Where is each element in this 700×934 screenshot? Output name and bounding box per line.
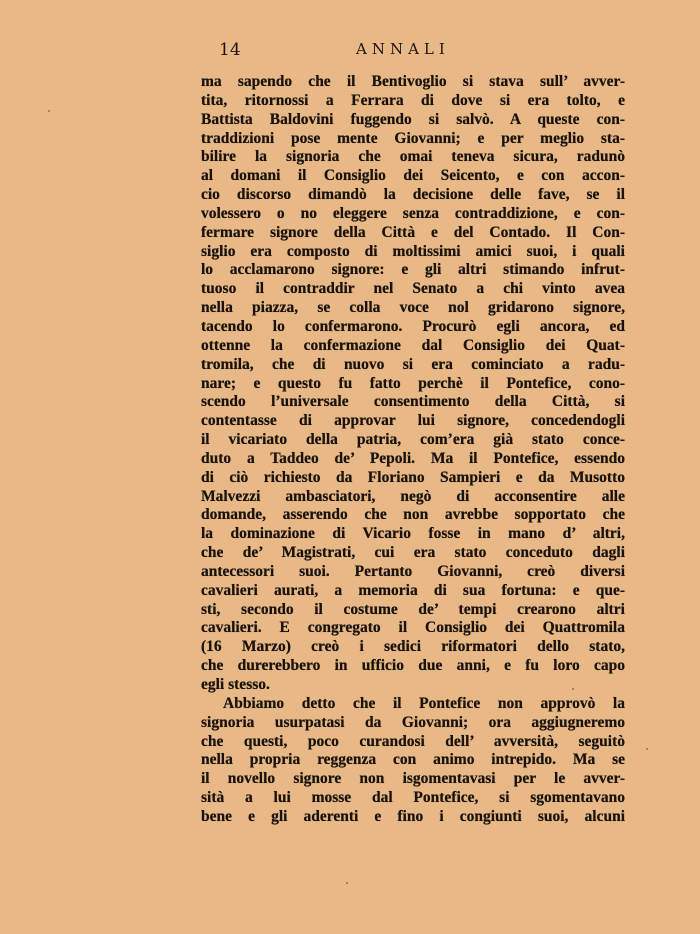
text-line: nare; e questo fu fatto perchè il Pontefice, cono- [201, 374, 625, 392]
text-line: signoria usurpatasi da Giovanni; ora aggiugneremo [201, 713, 625, 731]
paper-speck [572, 688, 574, 690]
text-line: tromila, che di nuovo si era cominciato a radu- [201, 355, 625, 373]
text-line: sità a lui mosse dal Pontefice, si sgomentavano [201, 789, 625, 807]
text-line: duto a Taddeo de’ Pepoli. Ma il Pontefice, essendo [201, 449, 625, 467]
page-number: 14 [219, 40, 241, 60]
text-line: bilire la signoria che omai teneva sicura, radunò [201, 148, 625, 166]
running-title: ANNALI [356, 40, 450, 58]
text-line: Battista Baldovini fuggendo si salvò. A queste con- [201, 110, 625, 128]
paper-speck [646, 748, 648, 750]
paper-speck [346, 882, 348, 884]
text-line: scendo l’universale consentimento della Città, si [201, 393, 625, 411]
text-line: bene e gli aderenti e fino i congiunti suoi, alcuni [201, 807, 625, 825]
text-line: ottenne la confermazione dal Consiglio dei Quat- [201, 336, 625, 354]
text-line: nella propria reggenza con animo intrepido. Ma se [201, 751, 625, 769]
text-line: Malvezzi ambasciatori, negò di acconsentire alle [201, 487, 625, 505]
text-line: egli stesso. [201, 676, 270, 693]
text-line: cavalieri. E congregato il Consiglio dei Quattromila [201, 619, 625, 637]
text-line: volessero o no eleggere senza contraddizione, e con- [201, 204, 625, 222]
body-text [201, 73, 625, 827]
text-line: tacendo lo confermarono. Procurò egli ancora, ed [201, 317, 625, 335]
text-line: che de’ Magistrati, cui era stato conceduto dagli [201, 544, 625, 562]
text-line: cavalieri aurati, a memoria di sua fortuna: e que- [201, 581, 625, 599]
text-line: tuoso il contraddir nel Senato a chi vinto avea [201, 280, 625, 298]
text-line: fermare signore della Città e del Contado. Il Con- [201, 223, 625, 241]
text-line: il vicariato della patria, com’era già stato conce- [201, 431, 625, 449]
text-line: cio discorso dimandò la decisione delle fave, se il [201, 186, 625, 204]
text-line: ma sapendo che il Bentivoglio si stava sull’ avver- [201, 73, 625, 90]
text-line: contentasse di approvar lui signore, concedendogli [201, 412, 625, 430]
text-line: domande, asserendo che non avrebbe sopportato che [201, 506, 625, 524]
text-line: al domani il Consiglio dei Seicento, e con accon- [201, 167, 625, 185]
text-line: nella piazza, se colla voce nol gridarono signore, [201, 299, 625, 317]
text-line: di ciò richiesto da Floriano Sampieri e da Musotto [201, 468, 625, 486]
text-line: antecessori suoi. Pertanto Giovanni, creò diversi [201, 562, 625, 580]
text-line: sti, secondo il costume de’ tempi crearono altri [201, 600, 625, 618]
text-line: Abbiamo detto che il Pontefice non approvò la [223, 694, 625, 712]
text-line: che durerebbero in ufficio due anni, e fu loro capo [201, 657, 625, 675]
text-line: che questi, poco curandosi dell’ avversità, seguitò [201, 732, 625, 750]
text-line: (16 Marzo) creò i sedici riformatori dello stato, [201, 638, 625, 656]
text-line: lo acclamarono signore: e gli altri stimando infrut- [201, 261, 625, 279]
paper-speck [48, 110, 50, 112]
text-line: la dominazione di Vicario fosse in mano d’ altri, [201, 525, 625, 543]
text-line: siglio era composto di moltissimi amici suoi, i quali [201, 242, 625, 260]
text-line: tita, ritornossi a Ferrara di dove si era tolto, e [201, 91, 625, 109]
text-line: traddizioni pose mente Giovanni; e per meglio sta- [201, 129, 625, 147]
text-line: il novello signore non isgomentavasi per le avver- [201, 770, 625, 788]
running-header [0, 40, 700, 64]
